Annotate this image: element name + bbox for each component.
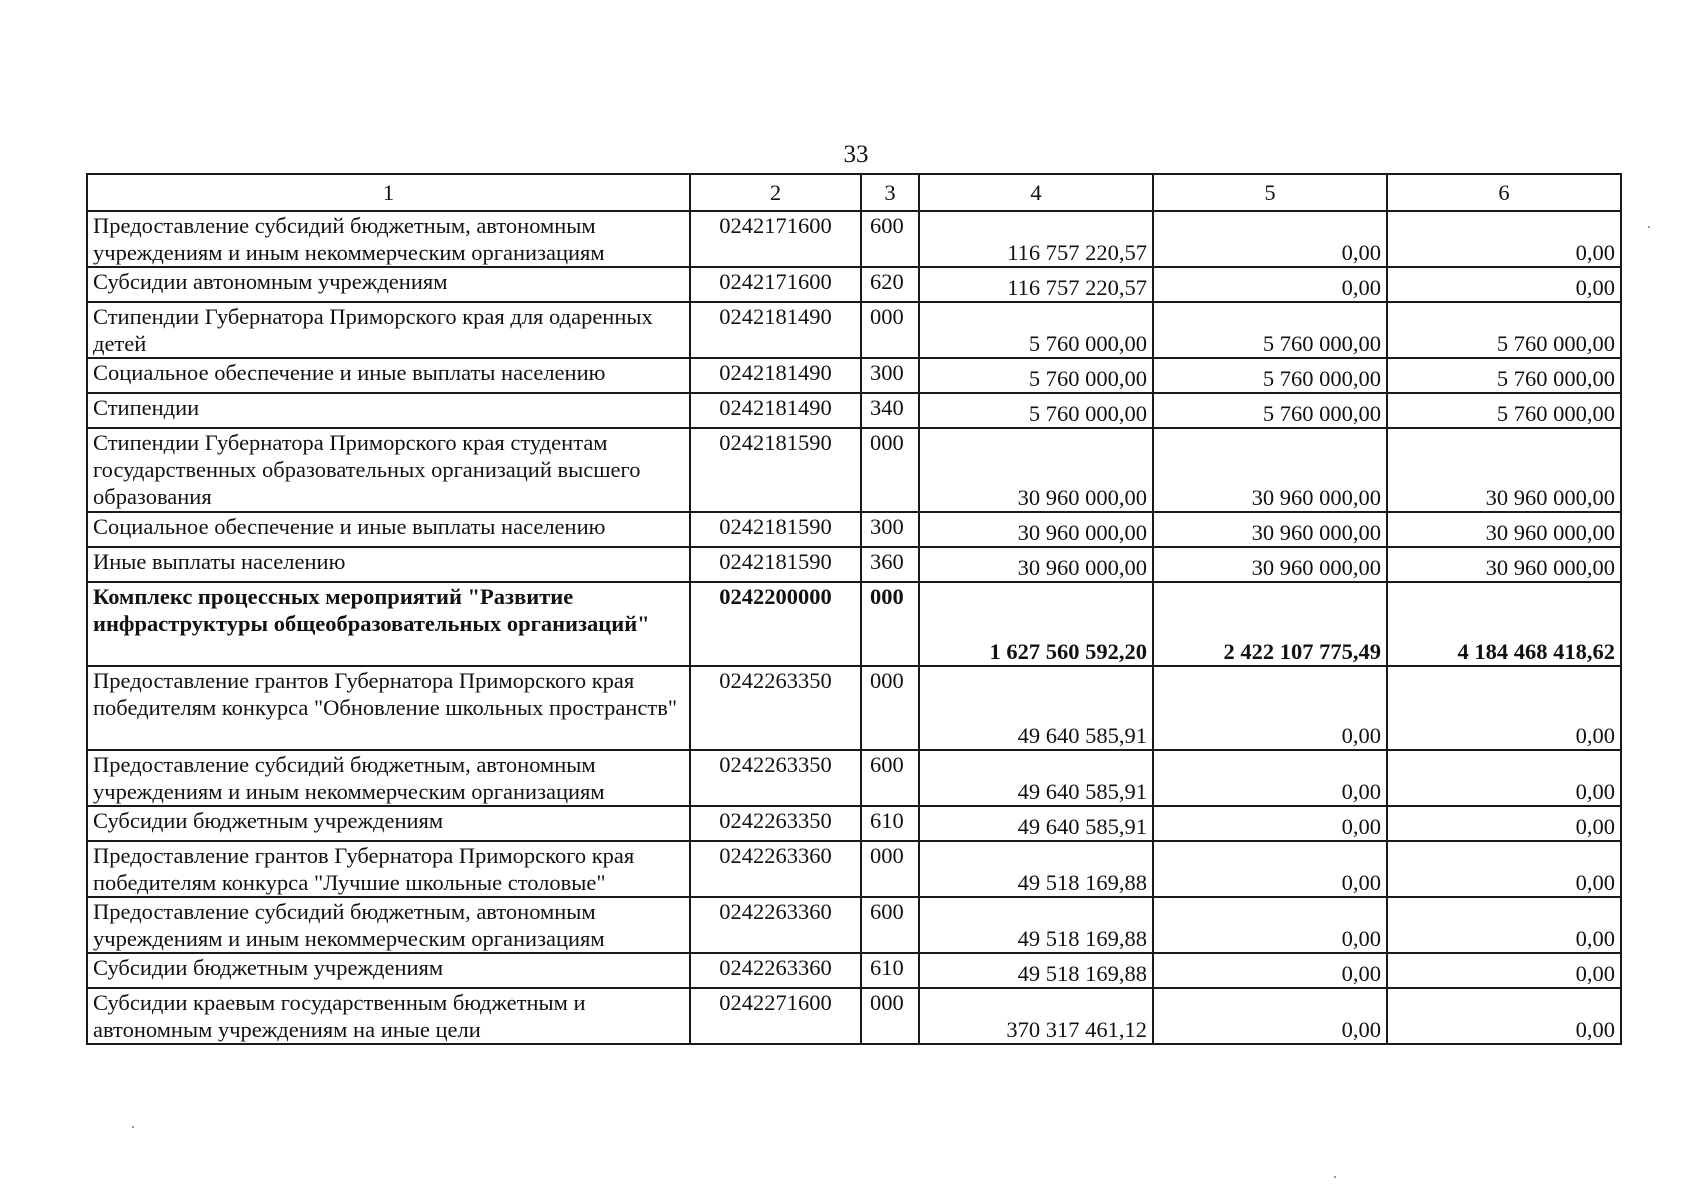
row-code-cell: 0242263350 xyxy=(690,806,861,841)
row-code-cell: 0242181590 xyxy=(690,428,861,512)
table-row xyxy=(87,988,1621,1044)
row-value-col5-cell: 0,00 xyxy=(1153,211,1387,267)
row-name-cell: Предоставление субсидий бюджетным, автономным учреждениям и иным некоммерческим организациям xyxy=(87,211,690,267)
row-name-cell: Предоставление субсидий бюджетным, автономным учреждениям и иным некоммерческим организациям xyxy=(87,750,690,806)
row-type-cell: 000 xyxy=(861,841,919,897)
row-code-cell: 0242271600 xyxy=(690,988,861,1044)
row-value-col4-cell: 5 760 000,00 xyxy=(919,358,1153,393)
row-value-col4-cell: 370 317 461,12 xyxy=(919,988,1153,1044)
row-code-cell: 0242181490 xyxy=(690,358,861,393)
row-value-col4-cell: 30 960 000,00 xyxy=(919,428,1153,512)
row-value-col5-cell: 5 760 000,00 xyxy=(1153,302,1387,358)
row-code-cell: 0242181590 xyxy=(690,512,861,547)
row-code-cell: 0242181490 xyxy=(690,393,861,428)
row-code-cell: 0242263360 xyxy=(690,841,861,897)
row-value-col4-cell: 49 640 585,91 xyxy=(919,806,1153,841)
row-type-cell: 340 xyxy=(861,393,919,428)
row-type-cell: 600 xyxy=(861,211,919,267)
row-code-cell: 0242263360 xyxy=(690,897,861,953)
row-value-col4-cell: 49 518 169,88 xyxy=(919,953,1153,988)
row-name-cell: Предоставление грантов Губернатора Приморского края победителям конкурса "Лучшие школьные столовые" xyxy=(87,841,690,897)
table-row xyxy=(87,358,1621,393)
row-name-cell: Стипендии xyxy=(87,393,690,428)
row-type-cell: 360 xyxy=(861,547,919,582)
row-value-col5-cell: 2 422 107 775,49 xyxy=(1153,582,1387,666)
row-value-col4-cell: 5 760 000,00 xyxy=(919,302,1153,358)
row-value-col5-cell: 30 960 000,00 xyxy=(1153,428,1387,512)
row-name-cell: Субсидии бюджетным учреждениям xyxy=(87,953,690,988)
table-row xyxy=(87,512,1621,547)
row-value-col4-cell: 49 640 585,91 xyxy=(919,750,1153,806)
row-name-cell: Стипендии Губернатора Приморского края для одаренных детей xyxy=(87,302,690,358)
row-value-col6-cell: 4 184 468 418,62 xyxy=(1387,582,1621,666)
table-row xyxy=(87,953,1621,988)
row-type-cell: 600 xyxy=(861,897,919,953)
row-value-col4-cell: 49 640 585,91 xyxy=(919,666,1153,750)
table-row xyxy=(87,582,1621,666)
row-code-cell: 0242263360 xyxy=(690,953,861,988)
row-value-col6-cell: 0,00 xyxy=(1387,267,1621,302)
table-row xyxy=(87,806,1621,841)
scan-speck xyxy=(1334,1176,1336,1178)
scan-speck xyxy=(1648,226,1650,228)
row-value-col5-cell: 5 760 000,00 xyxy=(1153,358,1387,393)
table-row xyxy=(87,211,1621,267)
row-value-col6-cell: 0,00 xyxy=(1387,841,1621,897)
row-value-col5-cell: 30 960 000,00 xyxy=(1153,512,1387,547)
row-type-cell: 000 xyxy=(861,428,919,512)
row-name-cell: Иные выплаты населению xyxy=(87,547,690,582)
row-type-cell: 000 xyxy=(861,302,919,358)
row-value-col5-cell: 30 960 000,00 xyxy=(1153,547,1387,582)
row-value-col5-cell: 0,00 xyxy=(1153,806,1387,841)
column-header-5: 5 xyxy=(1153,174,1387,211)
row-code-cell: 0242181490 xyxy=(690,302,861,358)
row-value-col6-cell: 5 760 000,00 xyxy=(1387,302,1621,358)
row-value-col4-cell: 49 518 169,88 xyxy=(919,841,1153,897)
table-body xyxy=(87,174,1621,1044)
row-value-col5-cell: 0,00 xyxy=(1153,841,1387,897)
row-value-col5-cell: 0,00 xyxy=(1153,750,1387,806)
table-row xyxy=(87,302,1621,358)
row-type-cell: 300 xyxy=(861,358,919,393)
row-code-cell: 0242181590 xyxy=(690,547,861,582)
row-code-cell: 0242263350 xyxy=(690,666,861,750)
scan-speck xyxy=(132,1126,134,1128)
row-value-col4-cell: 49 518 169,88 xyxy=(919,897,1153,953)
row-value-col4-cell: 1 627 560 592,20 xyxy=(919,582,1153,666)
row-value-col6-cell: 30 960 000,00 xyxy=(1387,547,1621,582)
row-type-cell: 000 xyxy=(861,582,919,666)
row-type-cell: 610 xyxy=(861,953,919,988)
row-value-col6-cell: 0,00 xyxy=(1387,211,1621,267)
row-value-col4-cell: 5 760 000,00 xyxy=(919,393,1153,428)
row-type-cell: 610 xyxy=(861,806,919,841)
row-type-cell: 600 xyxy=(861,750,919,806)
row-value-col5-cell: 0,00 xyxy=(1153,666,1387,750)
row-name-cell: Комплекс процессных мероприятий "Развитие инфраструктуры общеобразовательных организаций" xyxy=(87,582,690,666)
column-header-1: 1 xyxy=(87,174,690,211)
row-value-col6-cell: 0,00 xyxy=(1387,750,1621,806)
row-value-col5-cell: 0,00 xyxy=(1153,897,1387,953)
row-value-col5-cell: 0,00 xyxy=(1153,988,1387,1044)
row-type-cell: 000 xyxy=(861,666,919,750)
row-name-cell: Предоставление грантов Губернатора Приморского края победителям конкурса "Обновление школьных пространств" xyxy=(87,666,690,750)
row-value-col4-cell: 116 757 220,57 xyxy=(919,267,1153,302)
budget-table xyxy=(86,173,1622,1045)
row-name-cell: Стипендии Губернатора Приморского края студентам государственных образовательных организаций высшего образования xyxy=(87,428,690,512)
row-value-col6-cell: 30 960 000,00 xyxy=(1387,512,1621,547)
table-row xyxy=(87,547,1621,582)
row-code-cell: 0242171600 xyxy=(690,211,861,267)
column-number-header-row xyxy=(87,174,1621,211)
row-value-col4-cell: 30 960 000,00 xyxy=(919,547,1153,582)
row-value-col6-cell: 0,00 xyxy=(1387,953,1621,988)
row-value-col5-cell: 0,00 xyxy=(1153,267,1387,302)
row-name-cell: Социальное обеспечение и иные выплаты населению xyxy=(87,512,690,547)
row-name-cell: Субсидии бюджетным учреждениям xyxy=(87,806,690,841)
row-value-col5-cell: 0,00 xyxy=(1153,953,1387,988)
table-row xyxy=(87,428,1621,512)
table-row xyxy=(87,267,1621,302)
row-name-cell: Предоставление субсидий бюджетным, автономным учреждениям и иным некоммерческим организациям xyxy=(87,897,690,953)
row-type-cell: 300 xyxy=(861,512,919,547)
row-value-col5-cell: 5 760 000,00 xyxy=(1153,393,1387,428)
row-code-cell: 0242263350 xyxy=(690,750,861,806)
row-name-cell: Социальное обеспечение и иные выплаты населению xyxy=(87,358,690,393)
row-value-col4-cell: 30 960 000,00 xyxy=(919,512,1153,547)
column-header-4: 4 xyxy=(919,174,1153,211)
row-type-cell: 620 xyxy=(861,267,919,302)
row-value-col6-cell: 5 760 000,00 xyxy=(1387,393,1621,428)
table-row xyxy=(87,897,1621,953)
row-code-cell: 0242171600 xyxy=(690,267,861,302)
row-value-col6-cell: 30 960 000,00 xyxy=(1387,428,1621,512)
table-row xyxy=(87,666,1621,750)
column-header-6: 6 xyxy=(1387,174,1621,211)
row-value-col6-cell: 5 760 000,00 xyxy=(1387,358,1621,393)
row-name-cell: Субсидии автономным учреждениям xyxy=(87,267,690,302)
page-number: 33 xyxy=(843,141,869,168)
row-code-cell: 0242200000 xyxy=(690,582,861,666)
row-value-col6-cell: 0,00 xyxy=(1387,897,1621,953)
row-name-cell: Субсидии краевым государственным бюджетным и автономным учреждениям на иные цели xyxy=(87,988,690,1044)
column-header-2: 2 xyxy=(690,174,861,211)
row-type-cell: 000 xyxy=(861,988,919,1044)
row-value-col6-cell: 0,00 xyxy=(1387,806,1621,841)
table-row xyxy=(87,750,1621,806)
row-value-col6-cell: 0,00 xyxy=(1387,988,1621,1044)
row-value-col4-cell: 116 757 220,57 xyxy=(919,211,1153,267)
column-header-3: 3 xyxy=(861,174,919,211)
table-row xyxy=(87,393,1621,428)
table-row xyxy=(87,841,1621,897)
row-value-col6-cell: 0,00 xyxy=(1387,666,1621,750)
